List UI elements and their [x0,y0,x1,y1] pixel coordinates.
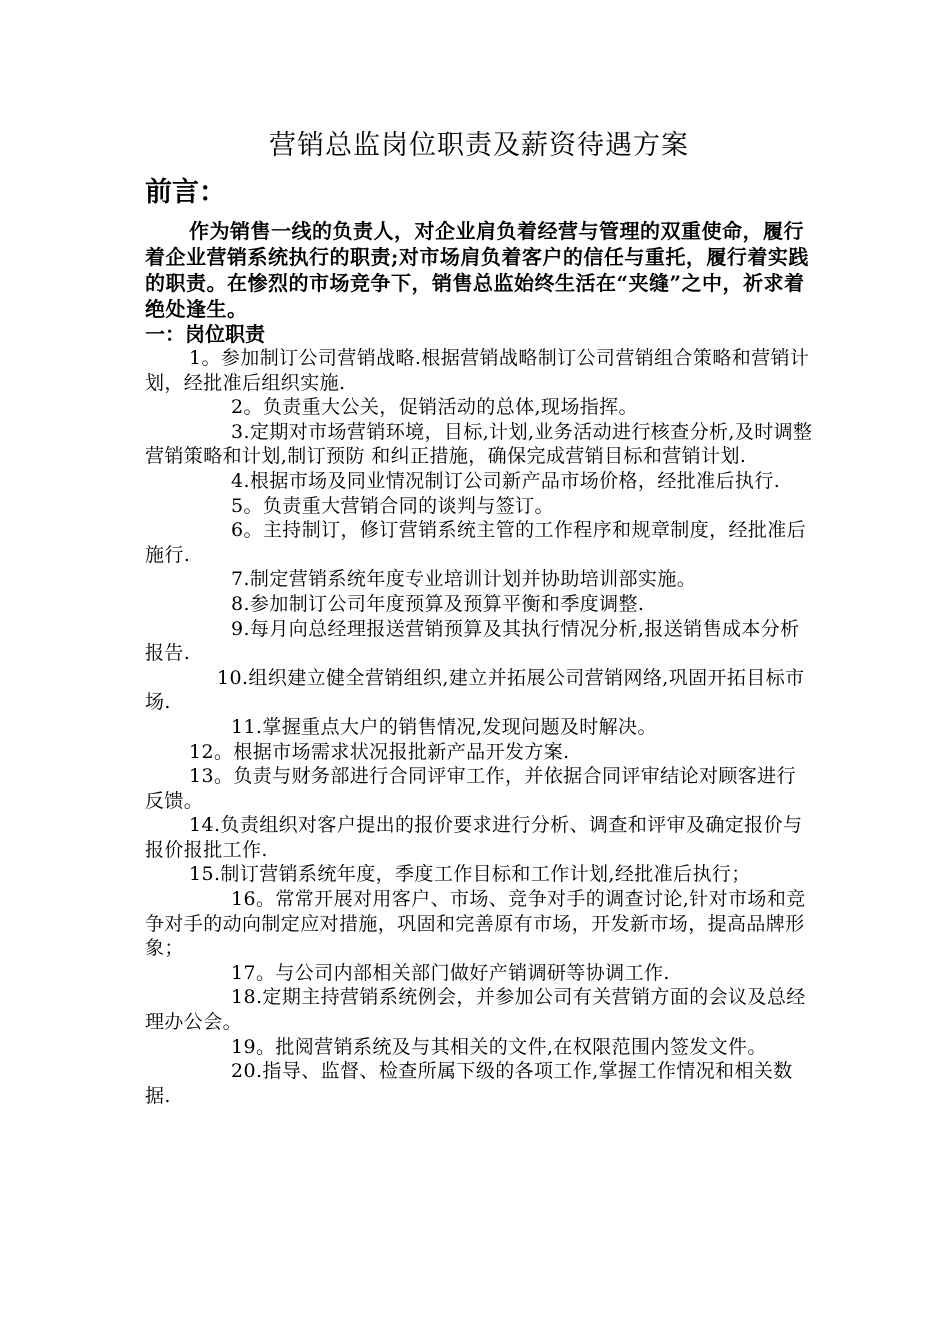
duty-item: 4.根据市场及同业情况制订公司新产品市场价格，经批准后执行. [231,469,781,492]
duty-item: 12。根据市场需求状况报批新产品开发方案. [189,740,570,763]
duty-item: 20.指导、监督、检查所属下级的各项工作,掌握工作情况和相关数据. [145,1060,793,1107]
duties-list [145,346,813,1108]
duty-item: 15.制订营销系统年度，季度工作目标和工作计划,经批准后执行； [189,863,751,886]
preface-text: 作为销售一线的负责人，对企业肩负着经营与管理的双重使命，履行着企业营销系统执行的职责;对市场肩负着客户的信任与重托，履行着实践的职责。在惨烈的市场竞争下，销售总监始终生活在“夹缝”之中，祈求着绝处逢生。 [145,219,809,321]
duty-item: 10.组织建立健全营销组织,建立并拓展公司营销网络,巩固开拓目标市场. [145,666,805,714]
duty-item: 9.每月向总经理报送营销预算及其执行情况分析,报送销售成本分析报告. [145,617,800,665]
duty-item: 2。负责重大公关，促销活动的总体,现场指挥。 [231,396,638,419]
duty-item: 14.负责组织对客户提出的报价要求进行分析、调查和评审及确定报价与报价报批工作. [145,814,803,861]
duty-item: 18.定期主持营销系统例会，并参加公司有关营销方面的会议及总经理办公会。 [145,986,806,1034]
document-title: 营销总监岗位职责及薪资待遇方案 [269,130,689,161]
duty-item: 19。批阅营销系统及与其相关的文件,在权限范围内签发文件。 [231,1035,767,1058]
duty-item: 17。与公司内部相关部门做好产销调研等协调工作. [231,961,670,984]
duty-item: 5。负责重大营销合同的谈判与签订。 [231,494,554,517]
duty-item: 11.掌握重点大户的销售情况,发现问题及时解决。 [231,715,657,738]
section-heading-duties: 一：岗位职责 [145,322,265,346]
duty-item: 13。负责与财务部进行合同评审工作，并依据合同评审结论对顾客进行反馈。 [145,765,796,812]
duty-item: 16。常常开展对用客户、市场、竞争对手的调查讨论,针对市场和竞争对手的动向制定应对措施，巩固和完善原有市场，开发新市场，提高品牌形象； [145,888,806,960]
preface-heading: 前言： [145,177,226,208]
duty-item: 8.参加制订公司年度预算及预算平衡和季度调整. [231,592,645,615]
duty-item: 7.制定营销系统年度专业培训计划并协助培训部实施。 [231,568,697,591]
duty-item: 6。主持制订，修订营销系统主管的工作程序和规章制度，经批准后施行. [145,519,807,566]
duty-item: 1。参加制订公司营销战略.根据营销战略制订公司营销组合策略和营销计划，经批准后组织实施. [145,347,810,394]
duty-item: 3.定期对市场营销环境，目标,计划,业务活动进行核查分析,及时调整营销策略和计划,制订预防 和纠正措施，确保完成营销目标和营销计划. [145,420,813,468]
document-page [145,128,813,1108]
